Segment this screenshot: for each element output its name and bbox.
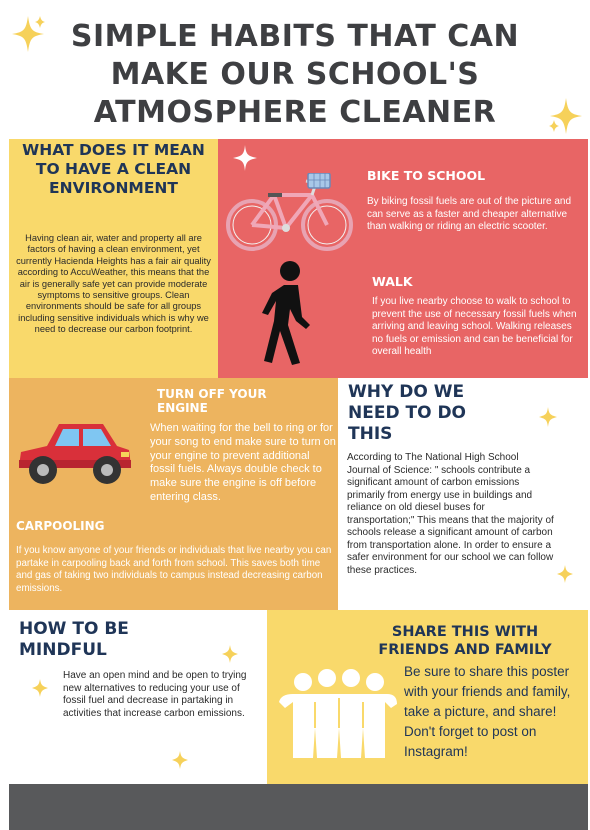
mindful-text: Have an open mind and be open to trying new alternatives to reducing your use of fossil fuel and decrease in partaking in activities that increase carbon emissions.	[63, 670, 247, 719]
clean-environment-panel	[9, 139, 218, 378]
walking-person-icon	[260, 259, 316, 369]
engine-heading: TURN OFF YOUR ENGINE	[157, 387, 267, 415]
group-hug-icon	[277, 668, 399, 760]
mindful-panel	[9, 610, 267, 784]
bike-text: By biking fossil fuels are out of the picture and can serve as a faster and cheaper alternative than walking or riding an electric scooter.	[367, 196, 572, 232]
mindful-heading: HOW TO BE MINDFUL	[19, 619, 129, 660]
walk-heading: WALK	[372, 274, 413, 289]
share-panel	[267, 610, 588, 784]
sparkle-icon	[538, 406, 558, 428]
sparkle-icon	[232, 144, 258, 172]
engine-text: When waiting for the bell to ring or for your song to end make sure to turn on your engine to prevent additional fossil fuels. Always double check to make sure the engine is off before entering class.	[150, 422, 336, 503]
sparkle-icon	[221, 644, 239, 664]
car-icon	[13, 416, 137, 488]
clean-environment-heading: WHAT DOES IT MEAN TO HAVE A CLEAN ENVIRONMENT	[22, 141, 205, 197]
clean-environment-text: Having clean air, water and property all are factors of having a clean environment, yet currently Hacienda Heights has a fair air quality according to AccuWeather, this means that the air is generally safe yet can provide moderate symptoms to sensitive groups. Clean environments should be safe for all groups including sensitive individuals which is why we need to decrease our carbon footprint.	[16, 233, 211, 335]
bike-walk-panel	[218, 139, 588, 378]
walk-text: If you live nearby choose to walk to school to prevent the use of necessary fossil fuels when arriving and leaving school. Walking releases no fuels or emission and can be beneficial for overall health	[372, 296, 577, 357]
sparkle-icon	[10, 14, 46, 54]
poster-title: SIMPLE HABITS THAT CAN MAKE OUR SCHOOL'S ATMOSPHERE CLEANER	[70, 19, 520, 130]
carpool-heading: CARPOOLING	[16, 519, 105, 533]
sparkle-icon	[556, 564, 574, 584]
sparkle-icon	[31, 678, 49, 698]
sparkle-icon	[548, 96, 584, 136]
bike-heading: BIKE TO SCHOOL	[367, 168, 486, 183]
share-heading: SHARE THIS WITH FRIENDS AND FAMILY	[378, 624, 552, 658]
footer-bar	[9, 784, 588, 830]
sparkle-icon	[171, 750, 189, 770]
bicycle-icon	[224, 173, 354, 253]
carpool-text: If you know anyone of your friends or individuals that live nearby you can partake in carpooling back and forth from school. This saves both time and gas of taking two individuals to campus instead decreasing carbon emissions.	[16, 545, 332, 594]
why-panel	[338, 378, 588, 610]
why-heading: WHY DO WE NEED TO DO THIS	[348, 382, 467, 444]
why-text: According to The National High School Journal of Science: " schools contribute a significant amount of carbon emissions primarily from energy use in buildings and reliance on old diesel buses for transportation;" This means that the majority of schools release a significant amount of carbon from transportation alone. In order to ensure a safer environment for our school we can follow these practices.	[347, 452, 554, 576]
engine-carpool-panel	[9, 378, 338, 610]
share-text: Be sure to share this poster with your friends and family, take a picture, and share! Don't forget to post on Instagram!	[404, 664, 571, 759]
